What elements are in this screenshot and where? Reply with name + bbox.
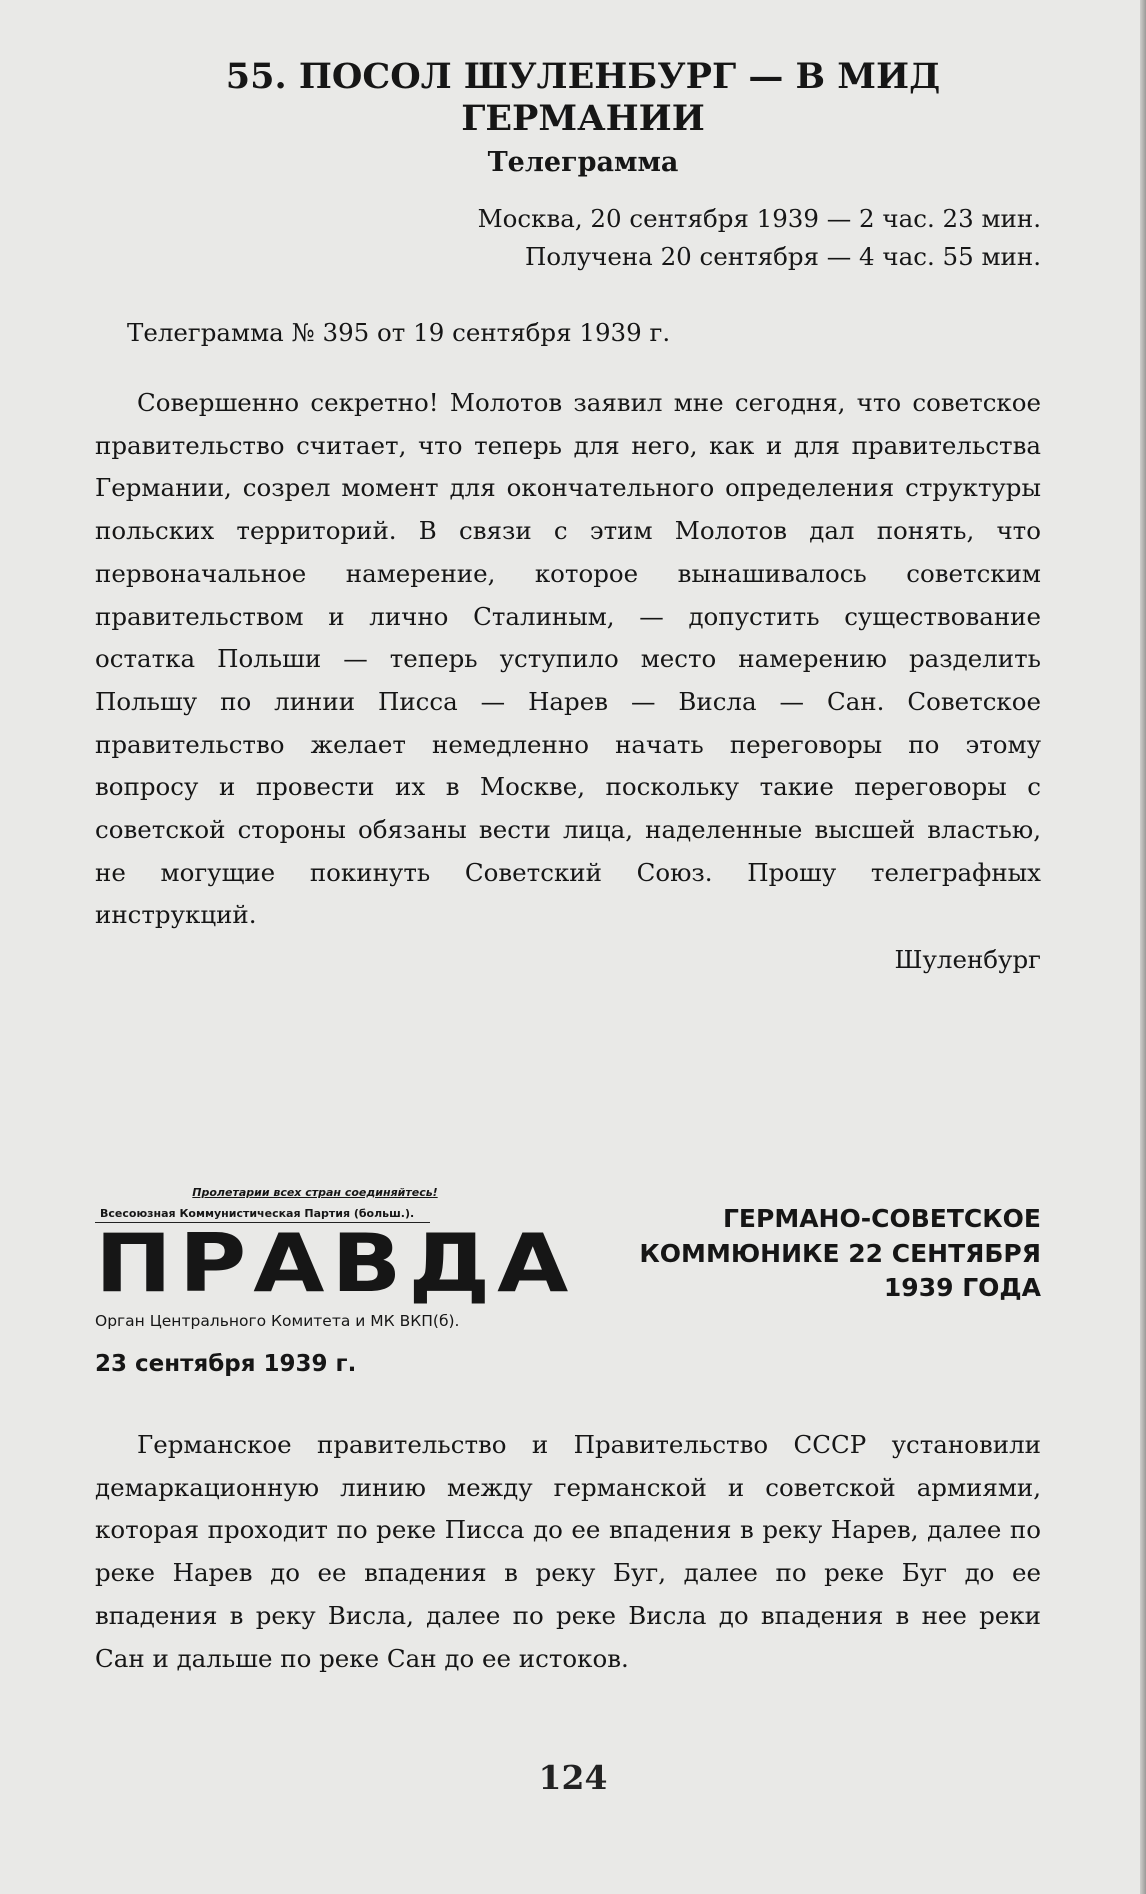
pravda-section (95, 1186, 1041, 1396)
headline-line-3: 1939 ГОДА (883, 1273, 1041, 1302)
page-edge (1140, 0, 1146, 1894)
headline-line-2: КОММЮНИКЕ 22 СЕНТЯБРЯ (639, 1238, 1041, 1268)
pravda-logo: ПРАВДА (95, 1217, 576, 1310)
signature: Шуленбург (894, 945, 1041, 975)
dateline-received: Получена 20 сентября — 4 час. 55 мин. (525, 242, 1041, 271)
telegram-reference: Телеграмма № 395 от 19 сентября 1939 г. (127, 318, 671, 347)
dateline-sent: Москва, 20 сентября 1939 — 2 час. 23 мин. (477, 204, 1041, 233)
title-line-2: ГЕРМАНИИ (461, 98, 705, 139)
document-title (95, 56, 1041, 140)
pravda-organ-line: Орган Центрального Комитета и МК ВКП(б). (95, 1312, 460, 1330)
communique-text: Германское правительство и Правительство СССР установили демаркационную линию между германской и советской армиями, которая проходит по реке Писса до ее впадения в реку Нарев, далее по реке Нарев до ее впадения в реку Буг, далее по реке Буг до ее впадения в реку Висла, далее по реке Висла до впадения в нее реки Сан и дальше по реке Сан до ее истоков. (95, 1430, 1041, 1673)
pravda-masthead (95, 1186, 576, 1379)
communique-headline (521, 1202, 1041, 1306)
document-subtitle: Телеграмма (487, 147, 679, 178)
pravda-party-line: Всесоюзная Коммунистическая Партия (больш.). (95, 1206, 430, 1223)
page-number: 124 (538, 1758, 608, 1797)
telegram-body: Совершенно секретно! Молотов заявил мне сегодня, что советское правительство считает, что теперь для него, как и для правительства Германии, созрел момент для окончательного определения структуры польских территорий. В связи с этим Молотов дал понять, что первоначальное намерение, которое вынашивалось советским правительством и лично Сталиным, — допустить существование остатка Польши — теперь уступило место намерению разделить Польшу по линии Писса — Нарев — Висла — Сан. Советское правительство желает немедленно начать переговоры по этому вопросу и провести их в Москве, поскольку такие переговоры с советской стороны обязаны вести лица, наделенные высшей властью, не могущие покинуть Советский Союз. Прошу телеграфных инструкций. (95, 388, 1041, 930)
headline-line-1: ГЕРМАНО-СОВЕТСКОЕ (722, 1204, 1041, 1233)
pravda-slogan: Пролетарии всех стран соединяйтесь! (192, 1186, 438, 1199)
pravda-date: 23 сентября 1939 г. (95, 1351, 357, 1377)
title-line-1: 55. ПОСОЛ ШУЛЕНБУРГ — В МИД (225, 56, 941, 97)
telegram-section (95, 56, 1041, 979)
